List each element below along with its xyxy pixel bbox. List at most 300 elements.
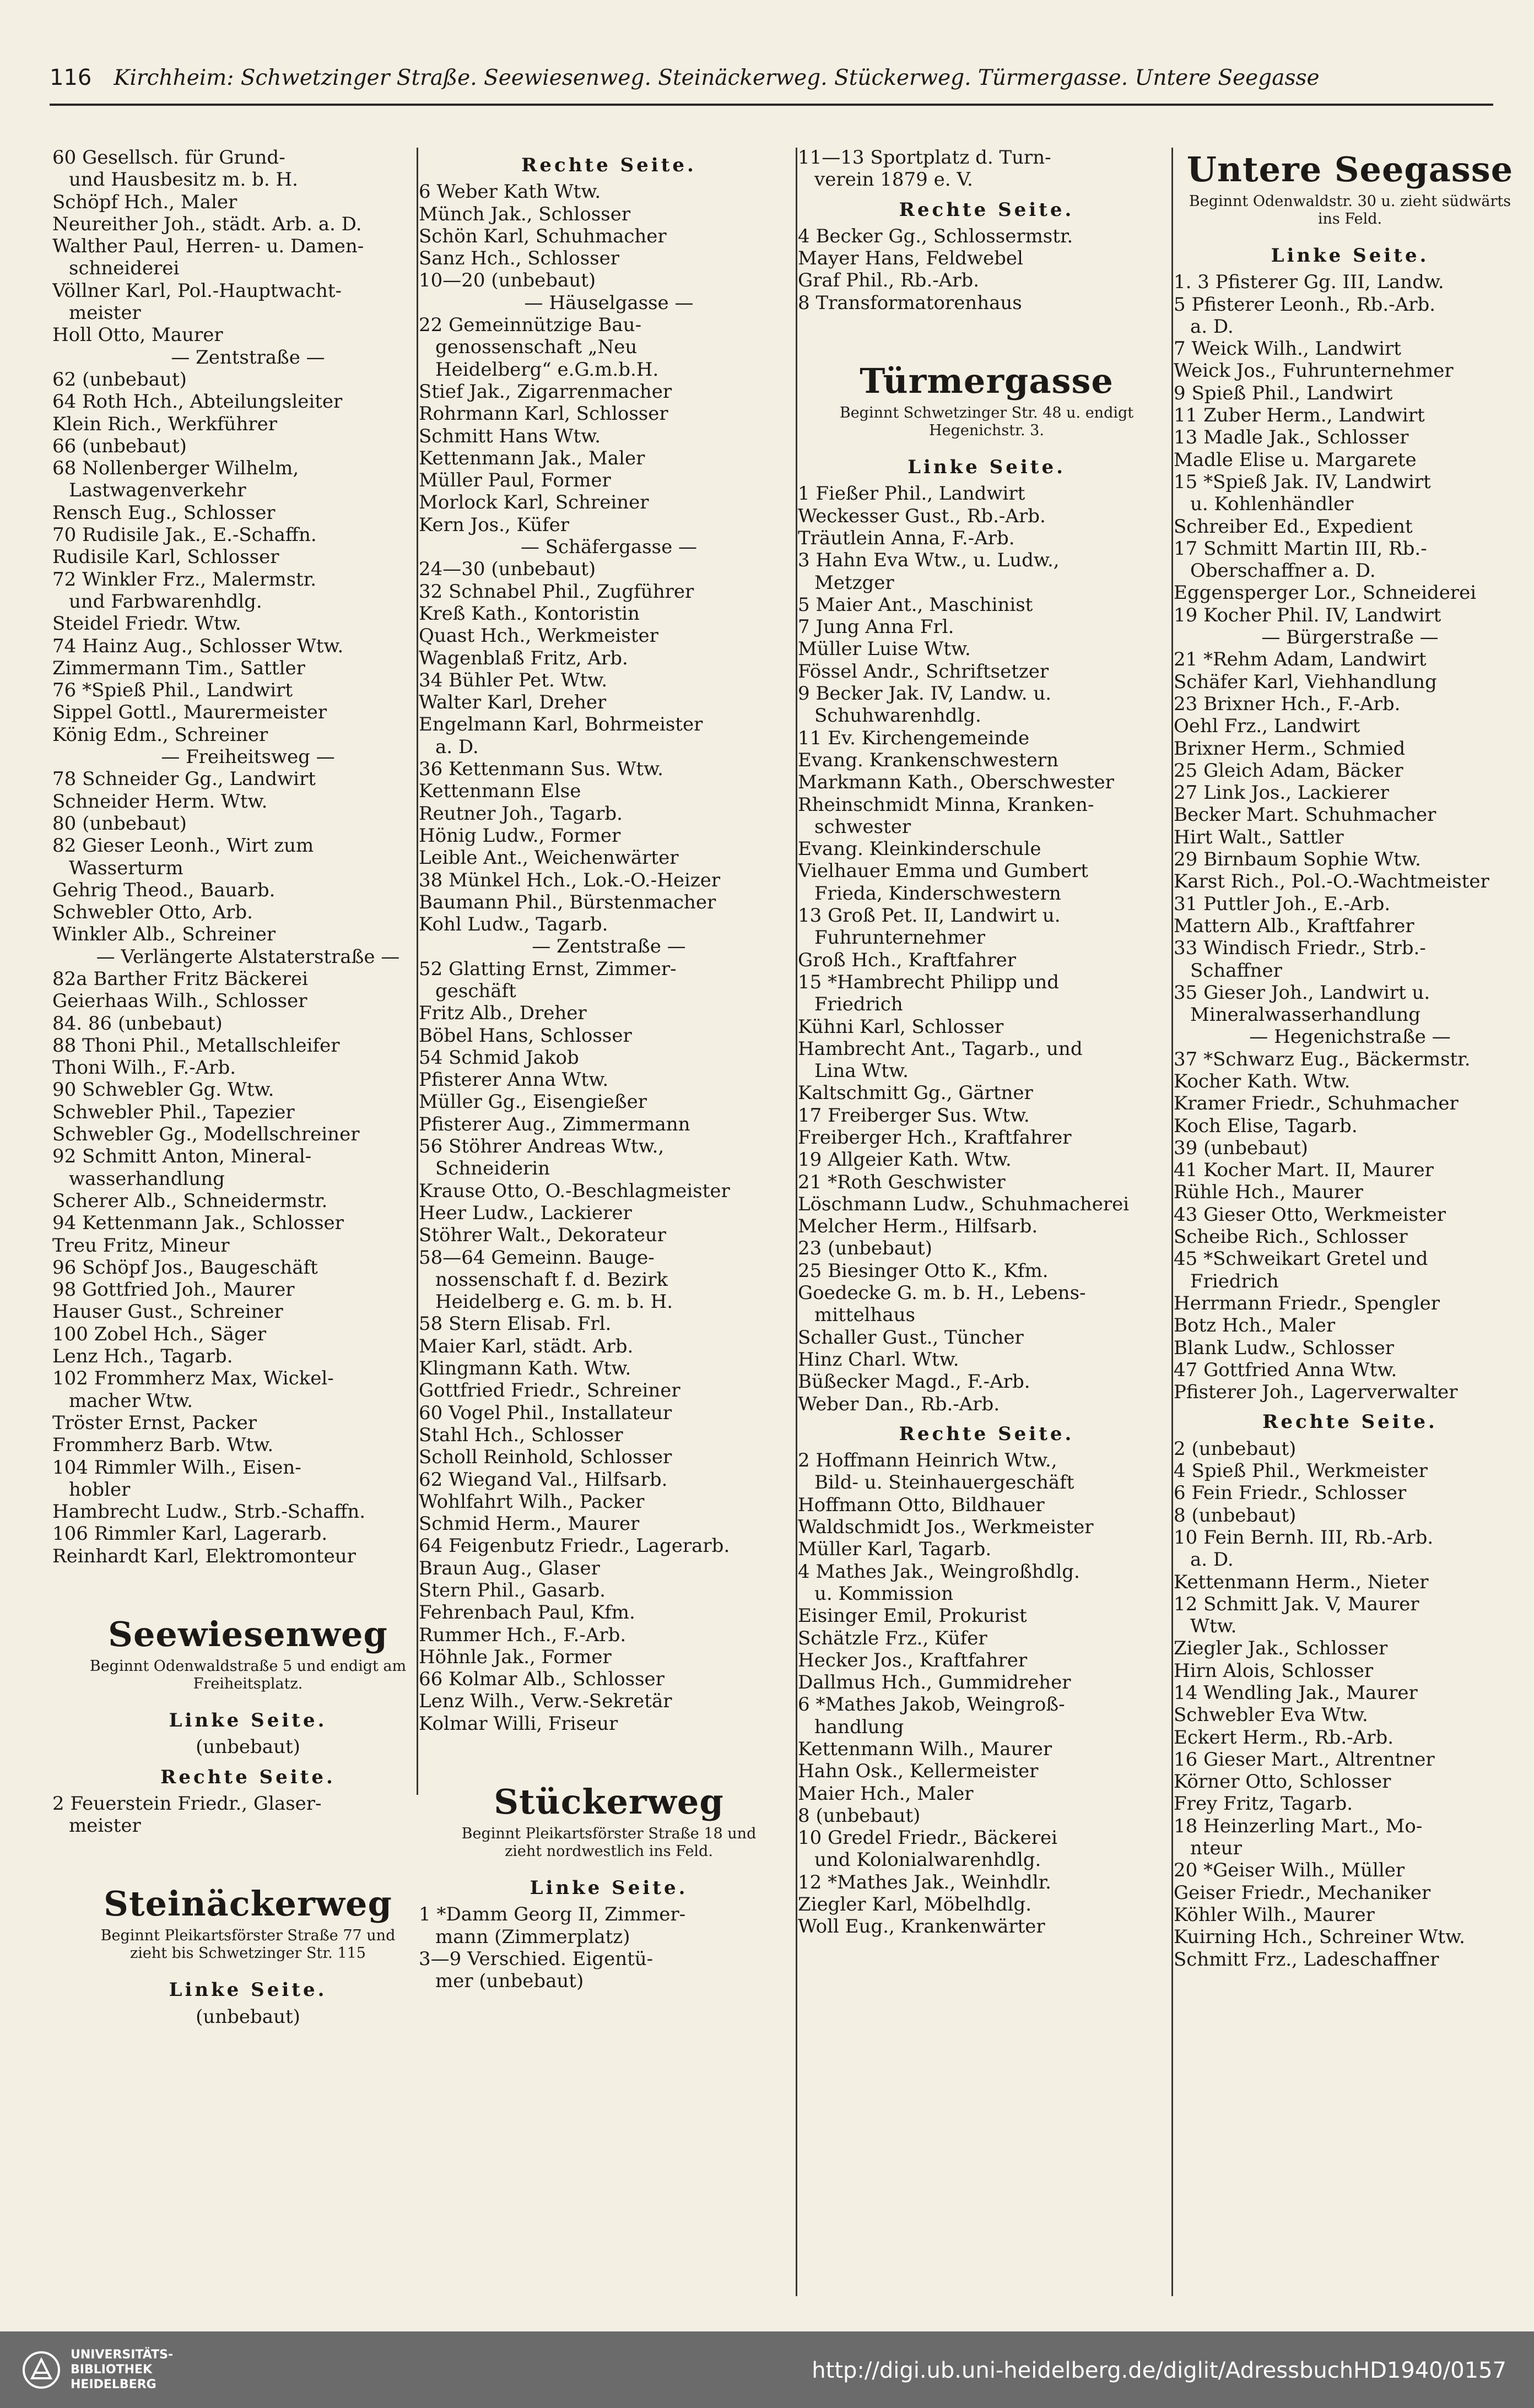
address-entry bbox=[52, 324, 444, 346]
entry-line: 23 (unbebaut) bbox=[798, 1237, 932, 1260]
entry-line: Müller Luise Wtw. bbox=[798, 638, 971, 661]
street-description: Freiheitsplatz. bbox=[193, 1675, 303, 1692]
entry-line: Koch Elise, Tagarb. bbox=[1174, 1114, 1358, 1137]
address-entry bbox=[1174, 426, 1526, 448]
entry-line: Kolmar Willi, Friseur bbox=[419, 1712, 618, 1735]
address-entry bbox=[798, 1449, 1175, 1494]
entry-line: 13 Madle Jak., Schlosser bbox=[1174, 426, 1409, 449]
address-entry bbox=[1174, 1314, 1526, 1336]
entry-line: Schneider Herm. Wtw. bbox=[52, 790, 268, 813]
address-entry bbox=[1174, 982, 1526, 1026]
address-entry bbox=[798, 1393, 1175, 1415]
cross-street-separator: — Hegenichstraße — bbox=[1249, 1026, 1451, 1048]
address-entry bbox=[419, 1357, 799, 1379]
entry-line: Frey Fritz, Tagarb. bbox=[1174, 1793, 1353, 1815]
entry-line: 16 Gieser Mart., Altrentner bbox=[1174, 1748, 1435, 1771]
cross-street-separator: — Zentstraße — bbox=[171, 346, 325, 369]
address-entry bbox=[52, 546, 444, 568]
entry-line: Kern Jos., Küfer bbox=[419, 513, 570, 536]
address-entry bbox=[1174, 1571, 1526, 1593]
entry-line: Stief Jak., Zigarrenmacher bbox=[419, 380, 672, 403]
library-footer bbox=[0, 2331, 1534, 2408]
entry-continuation: Schaffner bbox=[1190, 959, 1282, 982]
address-entry bbox=[52, 1257, 444, 1279]
entry-continuation: meister bbox=[69, 1815, 141, 1837]
cross-street-separator: — Freiheitsweg — bbox=[161, 746, 335, 769]
entry-line: Baumann Phil., Bürstenmacher bbox=[419, 891, 716, 913]
address-entry bbox=[52, 1190, 444, 1212]
address-entry bbox=[1174, 294, 1526, 338]
entry-line: 3—9 Verschied. Eigentü- bbox=[419, 1947, 653, 1970]
street-side-heading: Linke Seite. bbox=[169, 1979, 327, 2001]
entry-continuation: Wtw. bbox=[1190, 1615, 1237, 1638]
address-entry bbox=[1174, 1926, 1526, 1948]
library-name-line: BIBLIOTHEK bbox=[71, 2363, 153, 2377]
entry-line: 5 Maier Ant., Maschinist bbox=[798, 593, 1033, 616]
address-entry bbox=[798, 1538, 1175, 1560]
address-entry bbox=[798, 1627, 1175, 1649]
entry-line: Geierhaas Wilh., Schlosser bbox=[52, 990, 307, 1013]
address-entry bbox=[419, 891, 799, 913]
address-entry bbox=[419, 647, 799, 669]
entry-line: Hoffmann Otto, Bildhauer bbox=[798, 1493, 1045, 1516]
entry-line: Schwebler Otto, Arb. bbox=[52, 901, 253, 924]
entry-line: Freiberger Hch., Kraftfahrer bbox=[798, 1126, 1072, 1149]
address-entry bbox=[419, 713, 799, 758]
address-entry bbox=[798, 1260, 1175, 1282]
address-entry bbox=[52, 1523, 444, 1545]
entry-line: 68 Nollenberger Wilhelm, bbox=[52, 457, 299, 480]
entry-continuation: und Kolonialwarenhdlg. bbox=[814, 1849, 1041, 1871]
library-name-line: UNIVERSITÄTS- bbox=[71, 2348, 174, 2362]
address-entry bbox=[52, 235, 444, 280]
entry-line: Rudisile Karl, Schlosser bbox=[52, 546, 279, 569]
entry-continuation: mittelhaus bbox=[814, 1304, 915, 1327]
address-entry bbox=[419, 1557, 799, 1579]
entry-line: Hirt Walt., Sattler bbox=[1174, 826, 1344, 848]
entry-line: Ziegler Jak., Schlosser bbox=[1174, 1637, 1388, 1660]
address-entry bbox=[52, 990, 444, 1012]
column-1 bbox=[52, 147, 444, 2028]
entry-line: Schaller Gust., Tüncher bbox=[798, 1326, 1024, 1349]
address-entry bbox=[52, 701, 444, 723]
street-description: ins Feld. bbox=[1317, 210, 1382, 228]
address-entry bbox=[419, 247, 799, 269]
entry-line: Scherer Alb., Schneidermstr. bbox=[52, 1189, 328, 1212]
address-entry bbox=[1174, 1115, 1526, 1137]
address-entry bbox=[52, 191, 444, 213]
entry-line: 12 *Mathes Jak., Weinhdlr. bbox=[798, 1871, 1051, 1893]
street-description: Beginnt Odenwaldstr. 30 u. zieht südwärts bbox=[1189, 193, 1511, 210]
street-heading: Seewiesenweg bbox=[108, 1614, 388, 1654]
address-entry bbox=[52, 791, 444, 813]
entry-line: Engelmann Karl, Bohrmeister bbox=[419, 713, 703, 736]
entry-line: Kettenmann Else bbox=[419, 780, 581, 803]
address-entry bbox=[52, 1057, 444, 1079]
entry-line: Reinhardt Karl, Elektromonteur bbox=[52, 1545, 356, 1567]
entry-line: Lenz Hch., Tagarb. bbox=[52, 1345, 233, 1368]
entry-line: 2 Feuerstein Friedr., Glaser- bbox=[52, 1792, 322, 1815]
address-entry bbox=[419, 1091, 799, 1113]
entry-line: 35 Gieser Joh., Landwirt u. bbox=[1174, 981, 1430, 1004]
entry-line: 15 *Spieß Jak. IV, Landwirt bbox=[1174, 470, 1431, 493]
entry-line: 23 Brixner Hch., F.-Arb. bbox=[1174, 692, 1401, 715]
address-entry bbox=[1174, 648, 1526, 670]
address-entry bbox=[1174, 1727, 1526, 1749]
entry-line: Madle Elise u. Margarete bbox=[1174, 448, 1417, 471]
address-entry bbox=[798, 1149, 1175, 1171]
page-header bbox=[50, 65, 1493, 106]
address-entry bbox=[1174, 516, 1526, 538]
entry-line: 13 Groß Pet. II, Landwirt u. bbox=[798, 905, 1061, 927]
address-entry bbox=[52, 1793, 444, 1837]
street-description: Beginnt Schwetzinger Str. 48 u. endigt bbox=[839, 404, 1134, 422]
street-side-heading: Linke Seite. bbox=[908, 456, 1066, 479]
entry-line: 66 Kolmar Alb., Schlosser bbox=[419, 1668, 665, 1691]
address-entry bbox=[1174, 1381, 1526, 1403]
address-entry bbox=[419, 825, 799, 847]
entry-line: Melcher Herm., Hilfsarb. bbox=[798, 1215, 1038, 1238]
entry-line: 29 Birnbaum Sophie Wtw. bbox=[1174, 848, 1421, 871]
entry-line: Woll Eug., Krankenwärter bbox=[798, 1915, 1045, 1938]
entry-line: Kocher Kath. Wtw. bbox=[1174, 1070, 1351, 1092]
entry-line: Hirn Alois, Schlosser bbox=[1174, 1659, 1374, 1682]
address-entry bbox=[798, 1193, 1175, 1215]
address-entry bbox=[1174, 937, 1526, 982]
street-side-heading: Rechte Seite. bbox=[1262, 1411, 1438, 1433]
entry-line: 14 Wendling Jak., Maurer bbox=[1174, 1682, 1418, 1704]
entry-line: 32 Schnabel Phil., Zugführer bbox=[419, 580, 694, 603]
address-entry bbox=[419, 514, 799, 536]
entry-line: 104 Rimmler Wilh., Eisen- bbox=[52, 1456, 301, 1479]
entry-line: Geiser Friedr., Mechaniker bbox=[1174, 1881, 1431, 1904]
entry-line: Wagenblaß Fritz, Arb. bbox=[419, 647, 628, 669]
entry-line: 2 Hoffmann Heinrich Wtw., bbox=[798, 1449, 1057, 1472]
address-entry bbox=[798, 527, 1175, 549]
entry-line: Maier Hch., Maler bbox=[798, 1782, 974, 1805]
address-entry bbox=[798, 1561, 1175, 1605]
cross-street-separator: — Zentstraße — bbox=[532, 935, 686, 958]
address-entry bbox=[419, 1713, 799, 1735]
address-entry bbox=[798, 1605, 1175, 1627]
library-logo bbox=[22, 2347, 173, 2392]
entry-line: Vielhauer Emma und Gumbert bbox=[798, 860, 1088, 883]
address-entry bbox=[52, 1501, 444, 1523]
entry-line: Wohlfahrt Wilh., Packer bbox=[419, 1490, 645, 1513]
address-entry bbox=[1174, 1204, 1526, 1226]
entry-line: Walther Paul, Herren- u. Damen- bbox=[52, 235, 364, 258]
address-entry bbox=[1174, 604, 1526, 626]
entry-continuation: hobler bbox=[69, 1478, 131, 1501]
address-entry bbox=[1174, 1505, 1526, 1527]
cross-street-separator: — Häuselgasse — bbox=[524, 291, 694, 314]
entry-line: 9 Spieß Phil., Landwirt bbox=[1174, 382, 1393, 404]
address-entry bbox=[798, 1516, 1175, 1538]
entry-line: 33 Windisch Friedr., Strb.- bbox=[1174, 937, 1426, 960]
entry-continuation: schwester bbox=[814, 815, 911, 838]
entry-line: 90 Schwebler Gg. Wtw. bbox=[52, 1079, 274, 1101]
entry-line: 11 Zuber Herm., Landwirt bbox=[1174, 404, 1425, 427]
entry-line: König Edm., Schreiner bbox=[52, 723, 268, 746]
address-entry bbox=[52, 1434, 444, 1456]
entry-line: Schmitt Frz., Ladeschaffner bbox=[1174, 1948, 1439, 1971]
entry-line: Rensch Eug., Schlosser bbox=[52, 501, 276, 524]
entry-continuation: Heidelberg e. G. m. b. H. bbox=[435, 1291, 673, 1313]
address-entry bbox=[798, 1016, 1175, 1038]
entry-line: Völlner Karl, Pol.-Hauptwacht- bbox=[52, 279, 342, 302]
address-entry bbox=[419, 847, 799, 869]
entry-line: Schwebler Eva Wtw. bbox=[1174, 1704, 1368, 1727]
address-entry bbox=[798, 1893, 1175, 1915]
entry-line: 66 (unbebaut) bbox=[52, 435, 187, 457]
entry-line: Büßecker Magd., F.-Arb. bbox=[798, 1371, 1030, 1393]
address-entry bbox=[419, 625, 799, 647]
address-entry bbox=[1174, 1337, 1526, 1359]
address-entry bbox=[419, 1379, 799, 1401]
address-entry bbox=[798, 549, 1175, 594]
address-entry bbox=[1174, 1048, 1526, 1070]
entry-line: 18 Heinzerling Mart., Mo- bbox=[1174, 1815, 1423, 1837]
entry-line: Kramer Friedr., Schuhmacher bbox=[1174, 1092, 1459, 1115]
entry-line: 10 Fein Bernh. III, Rb.-Arb. bbox=[1174, 1526, 1434, 1549]
entry-line: Fehrenbach Paul, Kfm. bbox=[419, 1601, 635, 1624]
address-entry bbox=[419, 225, 799, 247]
address-entry bbox=[419, 558, 799, 580]
entry-line: Kaltschmitt Gg., Gärtner bbox=[798, 1082, 1033, 1105]
address-entry bbox=[419, 491, 799, 513]
entry-line: Groß Hch., Kraftfahrer bbox=[798, 949, 1016, 971]
entry-line: 19 Allgeier Kath. Wtw. bbox=[798, 1149, 1012, 1171]
address-entry bbox=[419, 1668, 799, 1690]
entry-line: Hambrecht Ludw., Strb.-Schaffn. bbox=[52, 1501, 366, 1523]
address-entry bbox=[419, 181, 799, 203]
address-entry bbox=[798, 771, 1175, 793]
entry-line: 72 Winkler Frz., Malermstr. bbox=[52, 568, 317, 591]
entry-line: 92 Schmitt Anton, Mineral- bbox=[52, 1145, 312, 1168]
address-entry bbox=[1174, 1159, 1526, 1181]
address-entry bbox=[52, 657, 444, 679]
address-entry bbox=[52, 1079, 444, 1101]
address-entry bbox=[1174, 1704, 1526, 1726]
entry-continuation: handlung bbox=[814, 1716, 904, 1738]
entry-continuation: Schneiderin bbox=[435, 1157, 550, 1180]
address-entry bbox=[52, 413, 444, 435]
entry-line: Schäfer Karl, Viehhandlung bbox=[1174, 670, 1437, 693]
page-running-title: Kirchheim: Schwetzinger Straße. Seewiesenweg. Steinäckerweg. Stückerweg. Türmergasse. Untere Seegasse bbox=[114, 66, 1320, 90]
entry-line: 1. 3 Pfisterer Gg. III, Landw. bbox=[1174, 271, 1444, 294]
entry-line: 98 Gottfried Joh., Maurer bbox=[52, 1279, 295, 1301]
address-entry bbox=[52, 1279, 444, 1301]
entry-line: Pfisterer Anna Wtw. bbox=[419, 1069, 609, 1091]
address-entry bbox=[419, 1513, 799, 1535]
entry-line: Weick Jos., Fuhrunternehmer bbox=[1174, 360, 1454, 382]
entry-line: Träutlein Anna, F.-Arb. bbox=[798, 527, 1015, 549]
entry-line: 4 Becker Gg., Schlossermstr. bbox=[798, 225, 1073, 247]
address-entry bbox=[52, 280, 444, 324]
entry-line: 6 Fein Friedr., Schlosser bbox=[1174, 1482, 1407, 1505]
address-entry bbox=[52, 768, 444, 790]
entry-line: Treu Fritz, Mineur bbox=[52, 1234, 230, 1257]
address-entry bbox=[419, 314, 799, 381]
address-entry bbox=[52, 1123, 444, 1145]
entry-line: 58—64 Gemeinn. Bauge- bbox=[419, 1246, 655, 1269]
entry-line: Winkler Alb., Schreiner bbox=[52, 923, 276, 946]
address-entry bbox=[798, 1738, 1175, 1760]
entry-line: 41 Kocher Mart. II, Maurer bbox=[1174, 1159, 1434, 1182]
university-seal-icon bbox=[22, 2351, 61, 2389]
entry-line: 5 Pfisterer Leonh., Rb.-Arb. bbox=[1174, 293, 1436, 316]
address-entry bbox=[1174, 1815, 1526, 1860]
address-entry bbox=[1174, 760, 1526, 782]
entry-line: Hönig Ludw., Former bbox=[419, 824, 621, 847]
street-heading: Steinäckerweg bbox=[104, 1884, 392, 1924]
address-entry bbox=[798, 1693, 1175, 1738]
address-entry bbox=[798, 1105, 1175, 1127]
address-entry bbox=[798, 147, 1175, 191]
address-entry bbox=[52, 1145, 444, 1190]
address-entry bbox=[1174, 915, 1526, 937]
address-entry bbox=[1174, 1482, 1526, 1504]
entry-continuation: Metzger bbox=[814, 571, 894, 594]
address-entry bbox=[419, 1402, 799, 1424]
address-entry bbox=[1174, 1438, 1526, 1460]
entry-line: 11 Ev. Kirchengemeinde bbox=[798, 727, 1030, 749]
address-entry bbox=[798, 292, 1175, 314]
address-entry bbox=[419, 381, 799, 403]
address-entry bbox=[419, 1646, 799, 1668]
entry-line: 36 Kettenmann Sus. Wtw. bbox=[419, 758, 663, 781]
entry-line: Goedecke G. m. b. H., Lebens- bbox=[798, 1282, 1086, 1305]
address-entry bbox=[798, 661, 1175, 683]
entry-line: 1 Fießer Phil., Landwirt bbox=[798, 483, 1025, 505]
address-entry bbox=[1174, 1771, 1526, 1793]
address-entry bbox=[419, 425, 799, 447]
entry-line: 58 Stern Elisab. Frl. bbox=[419, 1313, 612, 1335]
entry-continuation: und Hausbesitz m. b. H. bbox=[69, 169, 298, 191]
entry-line: 4 Mathes Jak., Weingroßhdlg. bbox=[798, 1560, 1080, 1583]
address-entry bbox=[798, 1171, 1175, 1193]
entry-line: Zimmermann Tim., Sattler bbox=[52, 657, 305, 679]
street-side-heading: Rechte Seite. bbox=[899, 198, 1074, 221]
entry-line: 1 *Damm Georg II, Zimmer- bbox=[419, 1903, 686, 1926]
entry-line: 45 *Schweikart Gretel und bbox=[1174, 1248, 1428, 1270]
entry-line: Hauser Gust., Schreiner bbox=[52, 1301, 283, 1323]
street-side-heading: Linke Seite. bbox=[1271, 245, 1429, 267]
entry-continuation: nteur bbox=[1190, 1837, 1242, 1860]
entry-line: 12 Schmitt Jak. V, Maurer bbox=[1174, 1593, 1419, 1615]
entry-line: 74 Hainz Aug., Schlosser Wtw. bbox=[52, 635, 344, 657]
cross-street-separator: — Verlängerte Alstaterstraße — bbox=[96, 945, 400, 968]
address-entry bbox=[798, 483, 1175, 505]
address-entry bbox=[798, 1871, 1175, 1893]
entry-line: Neureither Joh., städt. Arb. a. D. bbox=[52, 213, 362, 235]
entry-line: 24—30 (unbebaut) bbox=[419, 558, 596, 581]
address-entry bbox=[798, 638, 1175, 660]
entry-line: Kohl Ludw., Tagarb. bbox=[419, 913, 608, 936]
column-2 bbox=[419, 147, 799, 1993]
address-entry bbox=[52, 724, 444, 746]
street-description: Beginnt Odenwaldstraße 5 und endigt am bbox=[89, 1658, 407, 1675]
entry-line: Rheinschmidt Minna, Kranken- bbox=[798, 793, 1094, 816]
address-entry bbox=[52, 1035, 444, 1057]
address-entry bbox=[419, 1446, 799, 1468]
entry-continuation: Schuhwarenhdlg. bbox=[814, 705, 981, 727]
address-entry bbox=[52, 679, 444, 701]
address-entry bbox=[52, 1101, 444, 1123]
address-entry bbox=[1174, 671, 1526, 693]
entry-line: Evang. Kleinkinderschule bbox=[798, 838, 1041, 861]
entry-line: Rummer Hch., F.-Arb. bbox=[419, 1624, 626, 1646]
entry-continuation: geschäft bbox=[435, 980, 516, 1002]
entry-line: Schöpf Hch., Maler bbox=[52, 191, 237, 213]
address-entry bbox=[419, 1469, 799, 1491]
entry-line: Eisinger Emil, Prokurist bbox=[798, 1605, 1027, 1627]
address-entry bbox=[1174, 1070, 1526, 1092]
entry-line: 106 Rimmler Karl, Lagerarb. bbox=[52, 1523, 328, 1545]
column-divider bbox=[1171, 148, 1173, 2296]
entry-line: 9 Becker Jak. IV, Landw. u. bbox=[798, 683, 1052, 705]
entry-line: 10 Gredel Friedr., Bäckerei bbox=[798, 1827, 1057, 1849]
entry-line: 102 Frommherz Max, Wickel- bbox=[52, 1367, 334, 1390]
address-entry bbox=[1174, 1181, 1526, 1203]
street-heading: Türmergasse bbox=[860, 361, 1114, 402]
address-entry bbox=[52, 613, 444, 635]
entry-line: 10—20 (unbebaut) bbox=[419, 269, 596, 292]
entry-continuation: Heidelberg“ e.G.m.b.H. bbox=[435, 358, 659, 381]
entry-line: Pfisterer Joh., Lagerverwalter bbox=[1174, 1381, 1458, 1404]
street-side-heading: Linke Seite. bbox=[530, 1877, 688, 1900]
entry-line: Böbel Hans, Schlosser bbox=[419, 1024, 632, 1047]
address-entry bbox=[798, 1127, 1175, 1149]
address-entry bbox=[1174, 1949, 1526, 1971]
address-entry bbox=[798, 1082, 1175, 1104]
address-entry bbox=[52, 923, 444, 945]
entry-line: 11—13 Sportplatz d. Turn- bbox=[798, 147, 1051, 169]
entry-continuation: u. Kommission bbox=[814, 1582, 953, 1605]
address-entry bbox=[419, 1202, 799, 1224]
address-entry bbox=[1174, 449, 1526, 471]
entry-line: Maier Karl, städt. Arb. bbox=[419, 1335, 634, 1357]
entry-line: 8 (unbebaut) bbox=[798, 1804, 921, 1827]
street-heading: Untere Seegasse bbox=[1186, 149, 1514, 190]
address-entry bbox=[419, 1047, 799, 1069]
entry-line: 88 Thoni Phil., Metallschleifer bbox=[52, 1034, 340, 1057]
address-entry bbox=[798, 225, 1175, 247]
entry-continuation: a. D. bbox=[435, 735, 479, 758]
entry-line: Gottfried Friedr., Schreiner bbox=[419, 1379, 680, 1402]
entry-line: Markmann Kath., Oberschwester bbox=[798, 771, 1114, 794]
cross-street-separator: — Schäfergasse — bbox=[520, 536, 698, 559]
address-entry bbox=[419, 1424, 799, 1446]
entry-line: 62 (unbebaut) bbox=[52, 368, 187, 391]
entry-line: Eggensperger Lor., Schneiderei bbox=[1174, 582, 1477, 604]
entry-line: Kettenmann Herm., Nieter bbox=[1174, 1571, 1429, 1593]
address-entry bbox=[419, 1002, 799, 1024]
address-entry bbox=[798, 1649, 1175, 1671]
entry-line: 39 (unbebaut) bbox=[1174, 1137, 1308, 1159]
entry-line: Dallmus Hch., Gummidreher bbox=[798, 1671, 1071, 1694]
source-url-link[interactable]: http://digi.ub.uni-heidelberg.de/diglit/AdressbuchHD1940/0157 bbox=[812, 2358, 1506, 2383]
address-entry bbox=[419, 1135, 799, 1180]
address-entry bbox=[419, 1025, 799, 1047]
entry-line: 7 Jung Anna Frl. bbox=[798, 616, 954, 638]
entry-line: Brixner Herm., Schmied bbox=[1174, 737, 1406, 760]
address-entry bbox=[1174, 738, 1526, 760]
entry-continuation: schneiderei bbox=[69, 257, 180, 280]
entry-line: Münch Jak., Schlosser bbox=[419, 203, 631, 225]
address-entry bbox=[1174, 804, 1526, 826]
address-entry bbox=[419, 669, 799, 691]
